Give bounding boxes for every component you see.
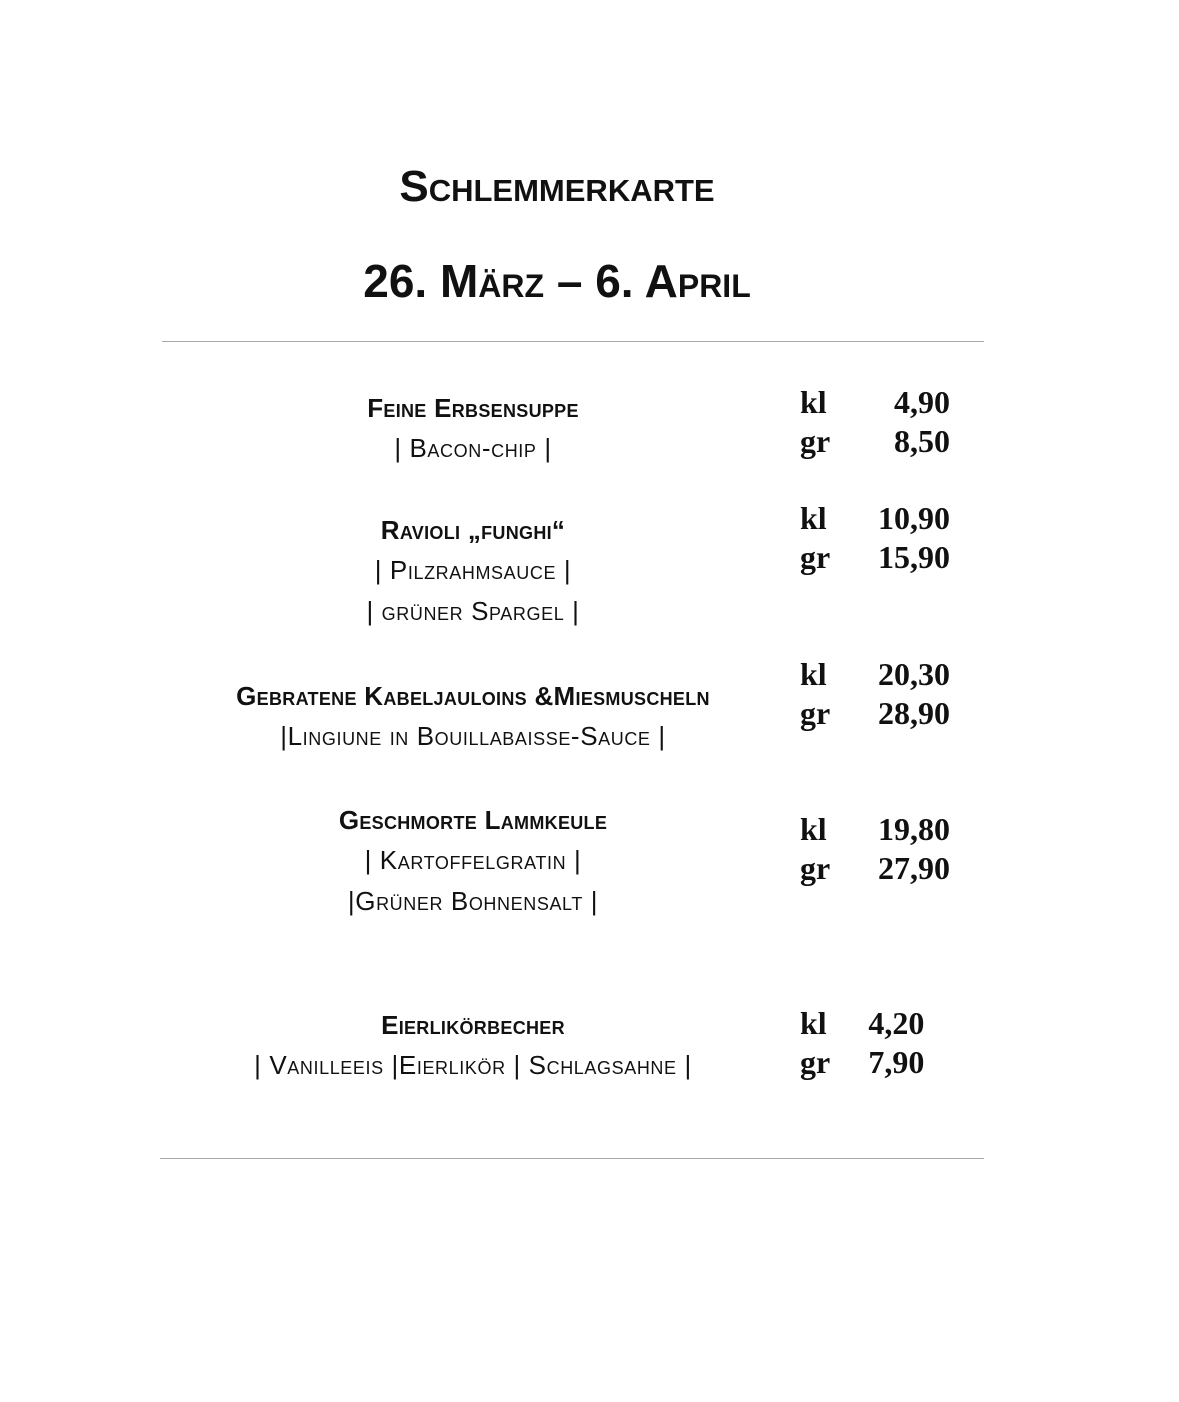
size-label: gr [800, 695, 831, 731]
price-list-kabeljau [800, 655, 950, 733]
price-row-small [800, 1004, 950, 1043]
price-amount: 19,80 [878, 811, 950, 847]
price-amount: 27,90 [878, 850, 950, 886]
size-label: kl [800, 656, 827, 692]
price-list-lammkeule [800, 810, 950, 888]
menu-item-ravioli [170, 510, 776, 632]
size-label: kl [800, 1005, 827, 1041]
price-amount: 8,50 [894, 423, 950, 459]
price-amount: 15,90 [878, 539, 950, 575]
price-row-large [800, 538, 950, 577]
dish-detail: | grüner Spargel | [366, 596, 580, 626]
price-amount: 28,90 [878, 695, 950, 731]
dish-detail: | Vanilleeis |Eierlikör | Schlagsahne | [254, 1050, 692, 1080]
price-row-small [800, 655, 950, 694]
dish-name: Eierlikörbecher [381, 1010, 565, 1040]
size-label: kl [800, 500, 827, 536]
price-row-large [800, 694, 950, 733]
price-amount: 7,90 [868, 1044, 925, 1080]
menu-item-erbsensuppe [170, 388, 776, 469]
menu-item-kabeljau [170, 676, 776, 757]
menu-item-lammkeule [170, 800, 776, 922]
dish-name: Geschmorte Lammkeule [338, 805, 608, 835]
size-label: kl [800, 811, 827, 847]
price-amount: 10,90 [878, 500, 950, 536]
size-label: gr [800, 539, 831, 575]
dish-detail: | Pilzrahmsauce | [374, 555, 572, 585]
dish-detail: | Bacon-chip | [394, 433, 552, 463]
price-amount: 4,90 [894, 384, 950, 420]
dish-detail: |Lingiune in Bouillabaisse-Sauce | [280, 721, 666, 751]
menu-item-eierlikoerbecher [170, 1005, 776, 1086]
dish-name: Ravioli „funghi“ [380, 515, 566, 545]
size-label: gr [800, 1044, 831, 1080]
size-label: kl [800, 384, 827, 420]
dish-detail: |Grüner Bohnensalt | [347, 886, 599, 916]
price-row-small [800, 499, 950, 538]
price-row-small [800, 383, 950, 422]
menu-title: Schlemmerkarte [399, 162, 715, 211]
price-list-ravioli [800, 499, 950, 577]
dish-detail: | Kartoffelgratin | [364, 845, 582, 875]
top-divider [162, 341, 984, 342]
size-label: gr [800, 423, 831, 459]
date-range: 26. März – 6. April [363, 255, 751, 307]
price-list-eierlikoerbecher [800, 1004, 950, 1082]
price-amount: 20,30 [878, 656, 950, 692]
bottom-divider [160, 1158, 984, 1159]
price-row-large [800, 1043, 950, 1082]
price-list-erbsensuppe [800, 383, 950, 461]
size-label: gr [800, 850, 831, 886]
price-row-large [800, 422, 950, 461]
price-amount: 4,20 [868, 1005, 925, 1041]
dish-name: Gebratene Kabeljauloins &Miesmuscheln [236, 681, 710, 711]
price-row-small [800, 810, 950, 849]
price-row-large [800, 849, 950, 888]
dish-name: Feine Erbsensuppe [367, 393, 579, 423]
